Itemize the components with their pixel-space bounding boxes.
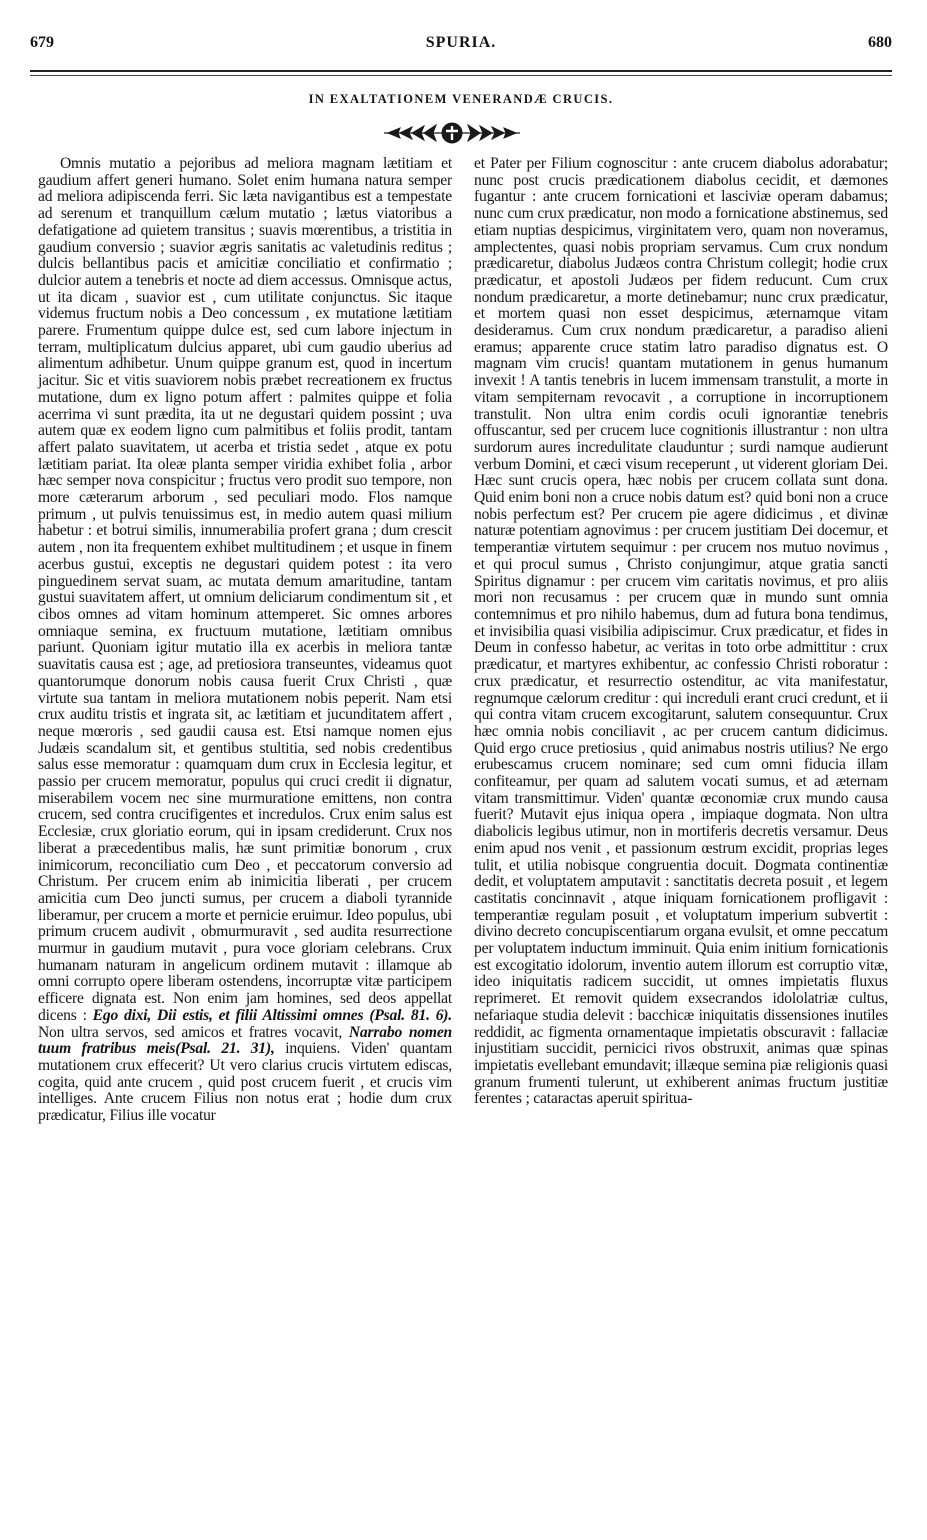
header-rule-thick xyxy=(30,70,892,72)
psalm-quote-1: Ego dixi, Dii estis, et filii Altissimi omnes (Psal. 81. 6). xyxy=(92,1006,452,1024)
page-header xyxy=(30,34,892,58)
left-text-part2: Non ultra servos, sed amicos et fratres vocavit, xyxy=(38,1023,349,1041)
header-rule-thin xyxy=(30,75,892,76)
running-title: SPURIA. xyxy=(425,34,497,51)
left-text-part1: Omnis mutatio a pejoribus ad meliora magnam lætitiam et gaudium affert generi humano. Solet enim humana natura semper ad meliora adipiscenda ferri. Sic læta navigantibus est a tempestate ad serenum et tranquillum cælum mutatio ; lætus viatoribus a defatigatione ad quietem transitus ; suavis mœrentibus, a tristitia in gaudium conversio ; suavior ægris sanitatis ac valetudinis reditus ; dulcis bellantibus pacis et amicitiæ conciliatio et confirmatio ; dulcior autem a tenebris et nocte ad diem accessus. Omnisque actus, ut ita dicam , suavior est , cum utilitate conjunctus. Sic itaque videmus fructum nobis a Deo concessum , ex mutatione lætitiam parere. Frumentum quippe dulce est, sed cum labore injectum in terram, multiplicatum dulcius apparet, ubi cum gaudio uberius ad alimentum adhibetur. Unum quippe granum est, quod in incertum jacitur. Sic et vitis suaviorem nobis præbet recreationem ex fructus mutatione, dum ex ligno potum affert : palmites quippe et folia acerrima vi sunt prædita, ita ut ne degustari quidem possint ; uva autem quæ ex eodem ligno cum palmitibus et foliis prodit, tantam affert palato suavitatem, ut acerba et tristia sedet , atque ex potu lætitiam pariat. Ita oleæ planta semper viridia exhibet folia , arbor hæc semper nova conspicitur ; fructus vero prodit suo tempore, non more cæterarum arborum , sed peculiari modo. Flos namque primum , ut pulvis tenuissimus est, in medio autem quasi milium habetur : et botrui similis, innumerabilia profert grana ; dum crescit autem , non ita frequentem exhibet multitudinem ; et usque in finem acerbus gustui, exceptis ne degustari quidem potest : ita vero pinguedinem servat suam, ac mutata demum amaritudine, tantam gustui suavitatem affert, ut omnium deliciarum condimentum sit , et cibos omnes ad vitam hominum attemperet. Sic omnes arbores omniaque semina, ex fructuum mutatione, lætitiam omnibus pariunt. Quoniam igitur mutatio illa ex acerbis in meliora tantæ suavitatis causa est ; age, ad pretiosiora transeuntes, videamus quot quantorumque donorum nobis causa fuerit Crux Christi , quæ virtute sua tantam in meliora mutationem nobis peperit. Nam etsi crux auditu tristis et ingrata sit, ac lætitiam et jucunditatem affert , neque mœroris , sed gaudii causa est. Etsi namque nomen ejus Judæis scandalum sit, et gentibus stultitia, sed nobis credentibus salus esse memoratur : quamquam dum crux in Ecclesia legitur, et passio per crucem memoratur, populus qui cruci credit ii dignatur, miserabilem vocem nec sine murmuratione emittens, non contra crucem, sed contra crucifigentes et incredulos. Crux enim salus est Ecclesiæ, crux gloriatio eorum, qui in ipsam crediderunt. Crux nos liberat a præcedentibus malis, hæ sunt primitiæ bonorum , crux inimicorum, reconciliatio cum Deo , et peccatorum conversio ad Christum. Per crucem enim ab inimicitia liberati , per crucem amicitia cum Deo juncti sumus, per crucem a diaboli tyrannide liberamur, per crucem a morte et pernicie eruimur. Ideo populus, ubi primum crucem audivit , obmurmuravit , sed audita resurrectione murmur in gaudium mutavit , pura voce gloriam celebrans. Crux humanam naturam in angelicum ordinem mutavit : illamque ab omni corrupto opere liberam ostendens, incorruptæ vitæ participem efficere dignata est. Non enim jam homines, sed deos appellat dicens : xyxy=(38,155,452,1024)
left-text-column xyxy=(38,156,452,1125)
psalm-quote-2: Narrabo nomen tuum fratribus meis(Psal. 21. 31), xyxy=(38,1023,453,1058)
left-text-part3: inquiens. Viden' quantam mutationem crux effecerit? Ut vero clarius crucis virtutem ediscas, cogita, quid ante crucem , quid post crucem fuerit , et crucis vim intelliges. Ante crucem Filius non notus erat ; hodie dum crux prædicatur, Filius ille vocatur xyxy=(38,1040,452,1125)
right-column-number: 680 xyxy=(868,34,892,51)
section-title: IN EXALTATIONEM VENERANDÆ CRUCIS. xyxy=(308,92,614,106)
left-column-number: 679 xyxy=(30,34,54,51)
left-column-paragraph xyxy=(38,156,452,1125)
right-column-paragraph: et Pater per Filium cognoscitur : ante crucem diabolus adorabatur; nunc post crucis prædicationem diabolus cecidit, et dæmones fugantur : ante crucem fornicationi et lasciviæ operam dabamus; nunc cum crux prædicatur, non modo a fornicatione abstinemus, sed etiam nuptias despicimus, virginitatem vero, quam non noveramus, amplectentes, quasi nobis propriam servamus. Cum crux nondum prædicaretur, diabolus Judæos contra Christum collegit; hodie crux prædicatur, et apostoli Judæos per fidem reducunt. Cum crux nondum prædicaretur, a morte detinebamur; nunc crux prædicatur, et mortem quasi non esset despicimus, æternamque vitam desideramus. Cum crux nondum prædicaretur, a paradiso alieni eramus; apparente cruce statim latro paradiso dignatus est. O magnam vim crucis! quantam mutationem in genus humanum invexit ! A tantis tenebris in lucem immensam transtulit, a morte in vitam sempiternam revocavit , a corruptione in incorruptionem transtulit. Non ultra enim cordis oculi ignorantiæ tenebris offuscantur, sed per crucem luce cognitionis illustrantur : non ultra surdorum aures incredulitate clauduntur ; surdi namque audierunt verbum Domini, et cæci visum receperunt , ut viderent gloriam Dei. Hæc sunt crucis opera, hæc nobis per crucem collata sunt dona. Quid enim boni non a cruce nobis datum est? quid boni non a cruce nobis perfectum est? Per crucem pie agere didicimus , et divinæ naturæ potentiam agnovimus : per crucem justitiam Dei docemur, et temperantiæ virtutem sequimur : per crucem nos mutuo novimus , et qui procul sumus , Christo conjungimur, atque gratia sancti Spiritus dignamur : per crucem vim caritatis novimus, et pro aliis mori non recusamus : per crucem quæ in mundo sunt omnia contemnimus et pro nihilo habemus, dum ad futura bona tendimus, et invisibilia quasi visibilia adipiscimur. Crux prædicatur, et fides in Deum in confesso habetur, ac veritas in toto orbe admittitur : crux prædicatur, et martyres exhibentur, ac confessio Christi roboratur : crux prædicatur, et resurrectio ostenditur, ac vita manifestatur, regnumque cælorum creditur : qui increduli erant cruci credunt, et ii qui contra vitam crucem excogitarunt, salutem consequuntur. Crux hæc omnia nobis conciliavit , ac per crucem cantum didicimus. Quid ergo cruce pretiosius , quid animabus nostris utilius? Ne ergo erubescamus crucem nominare; sed cum omni fiducia illam confiteamur, per quam ad salutem vocati sumus, et ad æternam vitam transmittimur. Viden' quantæ œconomiæ crux mundo causa fuerit? Mutavit ejus iniqua opera , impiaque dogmata. Non ultra diabolicis legibus utimur, non in mortiferis decretis versamur. Deus enim apud nos venit , et passionum œstrum excidit, proprias leges tulit, et utilia nobisque congruentia docuit. Dogmata continentiæ dedit, et voluptatem amputavit : sanctitatis decreta posuit , et legem castitatis concinnavit , atque iniquam fornicationem profligavit : temperantiæ regulam posuit , et voluptatum imperium subvertit : divino decreto concupiscentiarum organa evulsit, et omne peccatum per voluptatem inductum imminuit. Quia enim initium fornicationis est excogitatio idolorum, inventio autem illorum est corruptio vitæ, ideo iniquitatis radicem succidit, ut omnes impietatis fluxus reprimeret. Et removit quidem exsecrandos idololatriæ cultus, nefariaque studia delevit : bacchicæ iniquitatis dissensiones inutiles reddidit, ac figmenta ornamentaque impietatis obscuravit : fallaciæ injustitiam succidit, pernicici rivos obstruxit, animas quæ spinas impietatis evellebant emundavit; illæque semina piæ religionis quasi granum frumenti tulerunt, ut exhiberent animas fructum justitiæ ferentes ; cataractas aperuit spiritua- xyxy=(474,155,888,1108)
cross-medallion-ornament-icon xyxy=(382,120,522,146)
right-text-column xyxy=(474,156,888,1108)
